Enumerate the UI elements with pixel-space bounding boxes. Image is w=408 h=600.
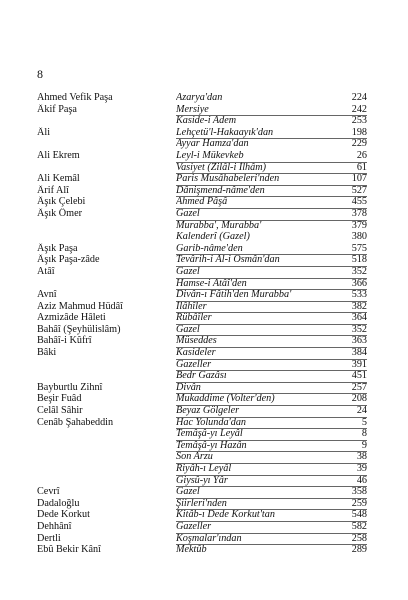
page-ref: 451 [331,370,367,383]
work-title: Gazeller [176,521,336,534]
work-title: Gazel [176,208,336,221]
page-ref: 358 [331,486,367,499]
work-title: İlâhîler [176,301,336,314]
work-title: Tevârih-i Âl-i Osmân'dan [176,254,336,267]
index-row [37,370,367,382]
index-row [37,475,367,487]
author-name: Âşık Paşa [37,242,78,254]
index-row [37,417,367,429]
author-name: Aziz Mahmud Hüdâî [37,300,124,312]
index-row [37,428,367,440]
page-ref: 24 [331,405,367,418]
page-ref: 224 [351,92,367,103]
work-title: Gazel [176,324,336,337]
page-ref: 39 [331,463,367,476]
work-title: Gazeller [176,359,336,372]
page-ref: 533 [331,289,367,302]
work-title: Şiirleri'nden [176,498,336,511]
work-title: Kaside-i Adem [176,115,237,127]
work-title: Hamse-i Atâî'den [176,278,336,291]
page-ref: 258 [331,533,367,546]
work-title: Mektûb [176,544,207,556]
author-name: Beşir Fuâd [37,393,82,405]
index-row [37,162,367,174]
work-title: Gazel [176,266,336,279]
index-row [37,393,367,405]
author-name: Bahâî-i Kûfrî [37,335,92,347]
work-title: Bedr Gazâsı [176,370,336,383]
index-row [37,254,367,266]
index-row [37,544,367,556]
author-name: Celâl Sâhir [37,405,83,417]
author-name: Bahâî (Şeyhülislâm) [37,323,121,335]
page-ref: 5 [331,417,367,430]
author-name: Azmizâde Hâleti [37,312,106,324]
page-ref: 518 [331,254,367,267]
author-name: Ebû Bekir Kânî [37,544,101,556]
index-row [37,533,367,545]
index-row [37,220,367,232]
page-ref: 259 [331,498,367,511]
page-ref: 61 [331,162,367,175]
index-row [37,173,367,185]
page-ref: 378 [331,208,367,221]
work-title: Mersiye [176,104,336,117]
work-title: Müseddes [176,335,336,348]
page-ref: 257 [331,382,367,395]
index-row [37,486,367,498]
page-ref: 9 [331,440,367,453]
author-name: Bâki [37,347,57,359]
index-row [37,521,367,533]
author-name: Cevrî [37,486,60,498]
work-title: Leyl-i Mükevkeb [176,150,336,163]
work-title: Hac Yolunda'dan [176,417,336,430]
page-ref: 364 [331,312,367,325]
index-row [37,289,367,301]
index-row [37,231,367,243]
author-name: Âkif Paşa [37,103,77,115]
work-title: Son Arzu [176,451,336,464]
page-ref: 26 [331,150,367,163]
index-row [37,127,367,139]
index-row [37,335,367,347]
author-name: Ali Ekrem [37,149,80,161]
author-index-table [37,92,367,556]
work-title: Lehçetü'l-Hakaayık'dan [176,127,336,140]
index-row [37,509,367,521]
index-row [37,138,367,150]
index-row [37,266,367,278]
index-row [37,150,367,162]
index-row [37,92,367,104]
author-name: Ârif Alî [37,184,69,196]
index-row [37,301,367,313]
index-row [37,324,367,336]
author-name: Âşık Çelebi [37,196,86,208]
index-row [37,347,367,359]
work-title: Giysû-yı Yâr [176,475,336,488]
page-number: 8 [37,67,43,81]
index-row [37,451,367,463]
page-ref: 242 [331,104,367,117]
work-title: Riyâh-ı Leyâl [176,463,336,476]
index-row [37,208,367,220]
page-ref: 46 [331,475,367,488]
page-ref: 582 [331,521,367,534]
page-ref: 8 [331,428,367,441]
author-name: Âli [37,126,51,138]
index-row [37,463,367,475]
author-name: Âşık Paşa-zâde [37,254,100,266]
page-ref: 363 [331,335,367,348]
page-ref: 391 [331,359,367,372]
index-row [37,104,367,116]
work-title: Beyaz Gölgeler [176,405,336,418]
index-row [37,382,367,394]
author-name: Ali Kemâl [37,173,80,185]
index-row [37,115,367,127]
author-name: Atâî [37,265,55,277]
page-ref: 107 [331,173,367,186]
work-title: Ayyar Hamza'dan [176,138,249,150]
author-name: Cenâb Şahabeddin [37,416,114,428]
author-name: Dehhânî [37,520,72,532]
work-title: Kasideler [176,347,336,360]
work-title: Gazel [176,486,336,499]
page-ref: 229 [351,138,367,150]
author-name: Bayburtlu Zihnî [37,381,103,393]
work-title: Kalenderî (Gazel) [176,231,250,243]
index-row [37,498,367,510]
page-ref: 198 [331,127,367,140]
author-name: Avnî [37,289,57,301]
page-ref: 289 [351,544,367,556]
author-name: Dertli [37,532,61,544]
page-ref: 384 [331,347,367,360]
work-title: Divân [176,382,336,395]
index-row [37,196,367,208]
index-row [37,359,367,371]
author-name: Ahmed Vefik Paşa [37,92,113,103]
index-row [37,440,367,452]
page-ref: 352 [331,266,367,279]
work-title: Dânişmend-nâme'den [176,185,336,198]
page-ref: 380 [351,231,367,243]
page-ref: 575 [331,243,367,256]
work-title: Paris Musâhabeleri'nden [176,173,336,186]
index-row [37,243,367,255]
work-title: Garib-nâme'den [176,243,336,256]
work-title: Rübâîler [176,312,336,325]
index-row [37,312,367,324]
author-name: Âşık Ömer [37,207,82,219]
page-ref: 527 [331,185,367,198]
work-title: Ahmed Pâşâ [176,196,336,209]
work-title: Temâşâ-yı Leyâl [176,428,336,441]
author-name: Dede Korkut [37,509,90,521]
page-ref: 379 [351,219,367,231]
page-ref: 455 [331,196,367,209]
work-title: Koşmalar'ından [176,533,336,546]
page-ref: 208 [331,393,367,406]
work-title: Murabba', Murabba' [176,219,262,231]
page-ref: 366 [331,278,367,291]
page-ref: 548 [331,509,367,522]
work-title: Kitâb-ı Dede Korkut'tan [176,509,336,522]
index-row [37,278,367,290]
index-row [37,405,367,417]
author-name: Dadaloğlu [37,497,80,509]
work-title: Azarya'dan [176,92,223,103]
page-ref: 352 [331,324,367,337]
page-ref: 382 [331,301,367,314]
page-ref: 253 [351,115,367,127]
index-row [37,185,367,197]
page-ref: 38 [331,451,367,464]
work-title: Temâşâ-yı Hazân [176,440,336,453]
work-title: Divân-ı Fâtih'den Murabba' [176,289,336,302]
work-title: Vasiyet (Zilâl-i İlhâm) [176,162,336,175]
work-title: Mukaddime (Volter'den) [176,393,336,406]
